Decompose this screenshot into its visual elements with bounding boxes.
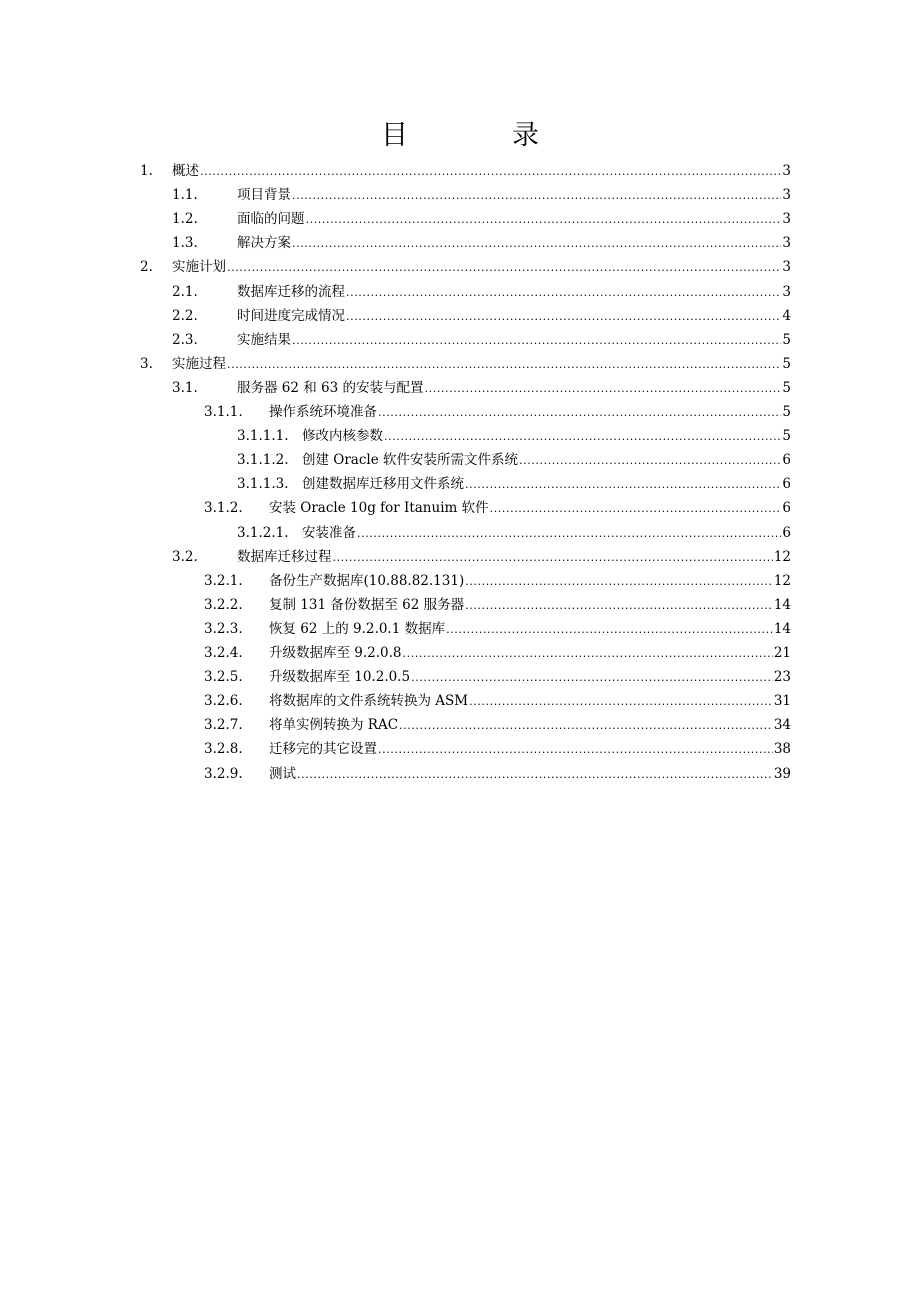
toc-entry-title[interactable]: 概述	[172, 163, 199, 179]
toc-entry-page: 3	[782, 283, 791, 300]
toc-entry-number: 2.	[140, 259, 153, 276]
toc-entry-number: 3.1.	[172, 379, 198, 396]
toc-entry-page: 3	[782, 259, 791, 276]
toc-entry-number: 3.2.7.	[204, 717, 243, 734]
toc-entry-number: 1.	[140, 163, 153, 179]
toc-dot-leader	[333, 546, 773, 570]
toc-dot-leader	[306, 208, 782, 232]
toc-entry[interactable]	[0, 448, 920, 472]
toc-entry-line	[237, 183, 791, 208]
toc-entry-title[interactable]: 操作系统环境准备	[269, 404, 377, 420]
toc-dot-leader	[227, 353, 781, 377]
toc-entry-title[interactable]: 将数据库的文件系统转换为 ASM	[269, 693, 469, 710]
toc-entry-line	[237, 376, 791, 401]
toc-entry-page: 6	[782, 476, 791, 493]
toc-entry-number: 3.2.	[172, 548, 198, 565]
toc-entry[interactable]	[0, 496, 920, 520]
toc-entry-title[interactable]: 实施结果	[237, 331, 291, 348]
toc-dot-leader	[411, 666, 773, 690]
toc-entry-title[interactable]: 将单实例转换为 RAC	[269, 717, 399, 734]
toc-entry[interactable]	[0, 376, 920, 400]
toc-dot-leader	[465, 570, 773, 594]
toc-entry-line	[302, 521, 791, 546]
toc-entry-line	[172, 255, 791, 280]
toc-entry-line	[269, 737, 791, 762]
toc-dot-leader	[297, 763, 773, 787]
toc-entry-page: 4	[782, 307, 791, 324]
toc-entry[interactable]	[0, 400, 920, 424]
toc-dot-leader	[292, 184, 781, 208]
toc-entry-line	[237, 231, 791, 256]
toc-entry-title[interactable]: 修改内核参数	[302, 428, 383, 445]
toc-entry[interactable]	[0, 280, 920, 304]
toc-entry-line	[269, 665, 791, 690]
toc-title	[0, 116, 920, 156]
toc-dot-leader	[384, 425, 781, 449]
toc-entry-number: 3.2.1.	[204, 572, 243, 589]
toc-entry-number: 2.1.	[172, 283, 198, 300]
toc-entry-title[interactable]: 备份生产数据库(10.88.82.131)	[269, 572, 465, 589]
toc-dot-leader	[357, 522, 781, 546]
toc-entry-title[interactable]: 测试	[269, 765, 296, 782]
toc-entry-page: 31	[773, 693, 791, 710]
toc-entry-page: 12	[773, 572, 791, 589]
toc-entry-title[interactable]: 复制 131 备份数据至 62 服务器	[269, 596, 465, 613]
toc-entry-page: 39	[773, 765, 791, 782]
toc-entry-title[interactable]: 创建 Oracle 软件安装所需文件系统	[302, 452, 519, 469]
toc-entry[interactable]	[0, 424, 920, 448]
toc-entry-number: 1.1.	[172, 187, 198, 204]
toc-entry-line	[237, 280, 791, 305]
toc-entry-number: 3.2.4.	[204, 645, 243, 661]
toc-entry-page: 14	[773, 596, 791, 613]
toc-entry[interactable]	[0, 713, 920, 737]
toc-entry-line	[269, 617, 791, 642]
toc-entry-page: 6	[782, 452, 791, 469]
toc-dot-leader	[292, 329, 781, 353]
toc-entry[interactable]	[0, 545, 920, 569]
toc-dot-leader	[490, 497, 782, 521]
toc-entry-title[interactable]: 数据库迁移的流程	[237, 283, 345, 300]
toc-entry-number: 2.3.	[172, 331, 198, 348]
toc-entry-line	[237, 545, 791, 570]
toc-entry-title[interactable]: 安装 Oracle 10g for Itanuim 软件	[269, 500, 489, 517]
toc-entry[interactable]	[0, 737, 920, 761]
toc-dot-leader	[346, 305, 781, 329]
toc-entry-page: 6	[782, 524, 791, 541]
toc-entry-page: 3	[782, 235, 791, 252]
toc-entry-number: 3.2.5.	[204, 669, 243, 686]
toc-entry-title[interactable]: 安装准备	[302, 524, 356, 541]
toc-entry[interactable]	[0, 762, 920, 786]
toc-entry-title[interactable]: 恢复 62 上的 9.2.0.1 数据库	[269, 620, 446, 637]
toc-entry[interactable]	[0, 593, 920, 617]
toc-entry-number: 2.2.	[172, 307, 198, 324]
toc-entry[interactable]	[0, 207, 920, 231]
toc-entry-line	[269, 713, 791, 738]
toc-entry-title[interactable]: 升级数据库至 9.2.0.8	[269, 645, 402, 661]
toc-entry[interactable]	[0, 328, 920, 352]
toc-entry-page: 12	[773, 548, 791, 565]
toc-entry-number: 3.1.1.3.	[237, 476, 289, 493]
toc-entry[interactable]	[0, 183, 920, 207]
toc-dot-leader	[519, 449, 781, 473]
toc-dot-leader	[378, 738, 773, 762]
toc-entry-title[interactable]: 数据库迁移过程	[237, 548, 332, 565]
toc-dot-leader	[346, 281, 781, 305]
toc-entry-page: 3	[782, 163, 791, 179]
toc-dot-leader	[403, 642, 773, 666]
toc-entry-number: 3.1.2.1.	[237, 524, 289, 541]
toc-entry-page: 38	[773, 741, 791, 758]
toc-entry-line	[302, 448, 791, 473]
toc-entry-title[interactable]: 时间进度完成情况	[237, 307, 345, 324]
toc-dot-leader	[399, 714, 773, 738]
toc-entry-number: 3.1.1.	[204, 404, 243, 420]
toc-entry-page: 5	[782, 379, 791, 396]
toc-entry-number: 3.1.2.	[204, 500, 243, 517]
toc-title-char-2: 录	[512, 120, 539, 151]
toc-entry-page: 21	[773, 645, 791, 661]
toc-entry-title[interactable]: 服务器 62 和 63 的安装与配置	[237, 379, 424, 396]
toc-entry-line	[302, 424, 791, 449]
toc-entry-number: 3.2.9.	[204, 765, 243, 782]
toc-entry-page: 3	[782, 187, 791, 204]
toc-entry[interactable]	[0, 255, 920, 279]
toc-entry[interactable]	[0, 352, 920, 376]
toc-dot-leader	[425, 377, 782, 401]
toc-entry-line	[302, 472, 791, 497]
toc-entry-page: 5	[782, 331, 791, 348]
toc-entry-line	[269, 593, 791, 618]
toc-entry-line	[269, 641, 791, 666]
toc-entry-line	[269, 689, 791, 714]
toc-entry-title[interactable]: 解决方案	[237, 235, 291, 252]
toc-entry-number: 1.2.	[172, 211, 198, 228]
toc-dot-leader	[227, 256, 781, 280]
toc-entry-page: 5	[782, 355, 791, 372]
toc-entry[interactable]	[0, 472, 920, 496]
toc-entry[interactable]	[0, 665, 920, 689]
toc-entry-title[interactable]: 项目背景	[237, 187, 291, 204]
toc-entry-line	[269, 762, 791, 787]
toc-dot-leader	[469, 690, 773, 714]
toc-entry-page: 5	[782, 404, 791, 420]
toc-entry-line	[269, 496, 791, 521]
toc-entry-title[interactable]: 实施过程	[172, 355, 226, 372]
toc-entry-number: 3.2.8.	[204, 741, 243, 758]
toc-entry-line	[237, 304, 791, 329]
toc-entry-page: 3	[782, 211, 791, 228]
toc-entry-title[interactable]: 面临的问题	[237, 211, 305, 228]
toc-entry-title[interactable]: 创建数据库迁移用文件系统	[302, 476, 464, 493]
toc-entry[interactable]	[0, 569, 920, 593]
toc-entry-page: 14	[773, 620, 791, 637]
toc-dot-leader	[465, 473, 781, 497]
toc-entry[interactable]	[0, 689, 920, 713]
toc-dot-leader	[446, 618, 773, 642]
toc-entry-number: 3.2.3.	[204, 620, 243, 637]
toc-entry[interactable]	[0, 641, 920, 665]
toc-entry[interactable]	[0, 617, 920, 641]
toc-entry-line	[269, 400, 791, 425]
toc-entry-page: 34	[773, 717, 791, 734]
toc-entry-title[interactable]: 升级数据库至 10.2.0.5	[269, 669, 411, 686]
toc-entry-page: 5	[782, 428, 791, 445]
toc-entry-page: 6	[782, 500, 791, 517]
toc-title-char-1: 目	[381, 120, 408, 151]
toc-entry-line	[237, 328, 791, 353]
toc-entry-number: 3.1.1.1.	[237, 428, 289, 445]
toc-entry[interactable]	[0, 231, 920, 255]
toc-entry-line	[172, 159, 791, 184]
toc-dot-leader	[378, 401, 781, 425]
toc-entry[interactable]	[0, 521, 920, 545]
toc-entry-number: 3.1.1.2.	[237, 452, 289, 469]
toc-dot-leader	[292, 232, 781, 256]
toc-entry-number: 3.2.2.	[204, 596, 243, 613]
toc-entry[interactable]	[0, 159, 920, 183]
toc-entry-line	[269, 569, 791, 594]
toc-entry-number: 1.3.	[172, 235, 198, 252]
toc-entry-line	[172, 352, 791, 377]
toc-entry-page: 23	[773, 669, 791, 686]
toc-entry-number: 3.2.6.	[204, 693, 243, 710]
toc-dot-leader	[465, 594, 773, 618]
toc-entry-number: 3.	[140, 355, 153, 372]
toc-entry-title[interactable]: 实施计划	[172, 259, 226, 276]
toc-entry[interactable]	[0, 304, 920, 328]
toc-entry-line	[237, 207, 791, 232]
toc-entry-title[interactable]: 迁移完的其它设置	[269, 741, 377, 758]
toc-dot-leader	[200, 160, 781, 184]
